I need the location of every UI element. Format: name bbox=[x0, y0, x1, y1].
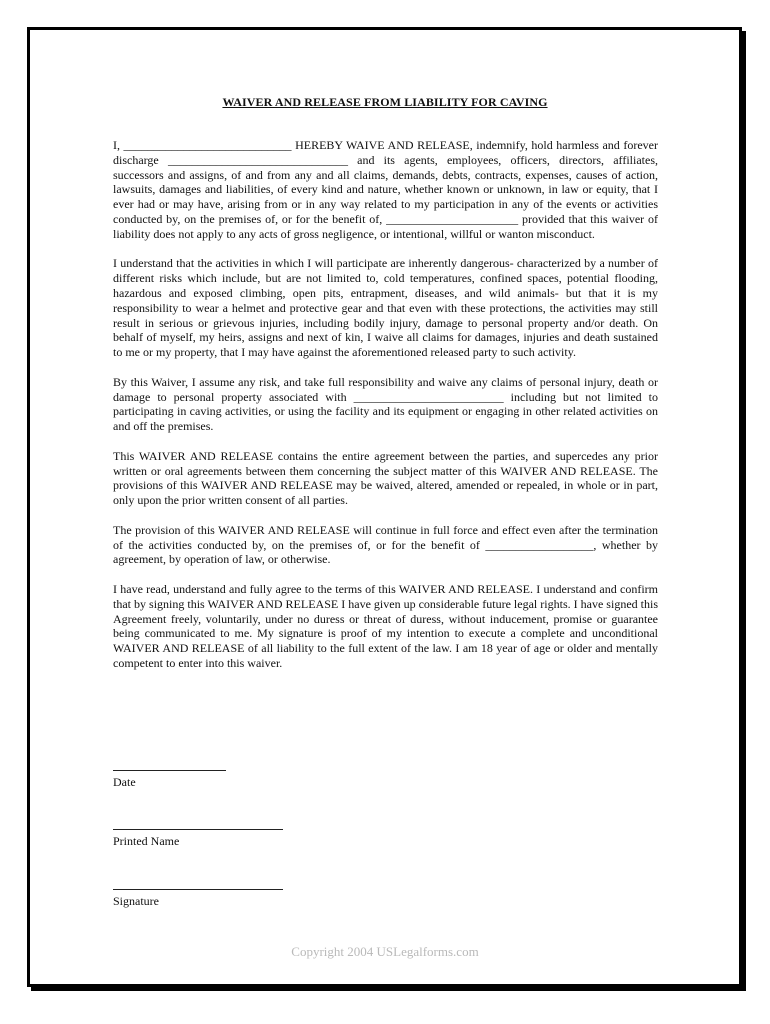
document-title: WAIVER AND RELEASE FROM LIABILITY FOR CAVING bbox=[222, 95, 548, 109]
document-body bbox=[113, 138, 658, 685]
paragraph-risks: I understand that the activities in which I will participate are inherently dangerous- characterized by a number of different risks which include, but are not limited to, cold temperatures, confined spaces, potential flooding, hazardous and exposed climbing, open pits, entrapment, diseases, and wild animals- but that it is my responsibility to wear a helmet and protective gear and that even with these protections, the activities may still result in serious or grievous injuries, including bodily injury, damage to personal property and/or death. On behalf of myself, my heirs, assigns and next of kin, I waive all claims for damages, injuries and death sustained to me or my property, that I may have against the aforementioned released party to such activity. bbox=[113, 256, 658, 360]
signature-line[interactable] bbox=[113, 889, 283, 890]
printed-name-label: Printed Name bbox=[113, 834, 180, 848]
paragraph-waiver: I, ____________________________ HEREBY WAIVE AND RELEASE, indemnify, hold harmless and forever discharge ______________________________ and its agents, employees, officers, directors, affiliates, successors and assigns, of and from any and all claims, demands, debts, contracts, expenses, causes of action, lawsuits, damages and liabilities, of every kind and nature, whether known or unknown, in law or equity, that I ever had or may have, arising from or in any way related to my participation in any of the events or activities conducted by, on the premises of, or for the benefit of, ______________________ provided that this waiver of liability does not apply to any acts of gross negligence, or intentional, willful or wanton misconduct. bbox=[113, 138, 658, 241]
printed-name-line[interactable] bbox=[113, 829, 283, 830]
paragraph-assume-risk: By this Waiver, I assume any risk, and take full responsibility and waive any claims of personal injury, death or damage to personal property associated with _________________________ including but not limited to participating in caving activities, or using the facility and its equipment or engaging in other related activities on and off the premises. bbox=[113, 374, 658, 434]
paragraph-continuation: The provision of this WAIVER AND RELEASE will continue in full force and effect even after the termination of the activities conducted by, on the premises of, or for the benefit of __________________, whether by agreement, by operation of law, or otherwise. bbox=[113, 522, 658, 567]
signature-field[interactable] bbox=[113, 889, 283, 908]
printed-name-field[interactable] bbox=[113, 829, 283, 848]
date-field[interactable] bbox=[113, 770, 226, 789]
paragraph-acknowledgement: I have read, understand and fully agree to the terms of this WAIVER AND RELEASE. I understand and confirm that by signing this WAIVER AND RELEASE I have given up considerable future legal rights. I have signed this Agreement freely, voluntarily, under no duress or threat of duress, without inducement, promise or guarantee being communicated to me. My signature is proof of my intention to execute a complete and unconditional WAIVER AND RELEASE of all liability to the full extent of the law. I am 18 year of age or older and mentally competent to enter into this waiver. bbox=[113, 581, 658, 670]
date-line[interactable] bbox=[113, 770, 226, 771]
signature-label: Signature bbox=[113, 894, 159, 908]
date-label: Date bbox=[113, 775, 136, 789]
copyright-notice: Copyright 2004 USLegalforms.com bbox=[291, 944, 479, 959]
paragraph-entire-agreement: This WAIVER AND RELEASE contains the entire agreement between the parties, and supercedes any prior written or oral agreements between them concerning the subject matter of this WAIVER AND RELEASE. The provisions of this WAIVER AND RELEASE may be waived, altered, amended or repealed, in whole or in part, only upon the prior written consent of all parties. bbox=[113, 448, 658, 508]
